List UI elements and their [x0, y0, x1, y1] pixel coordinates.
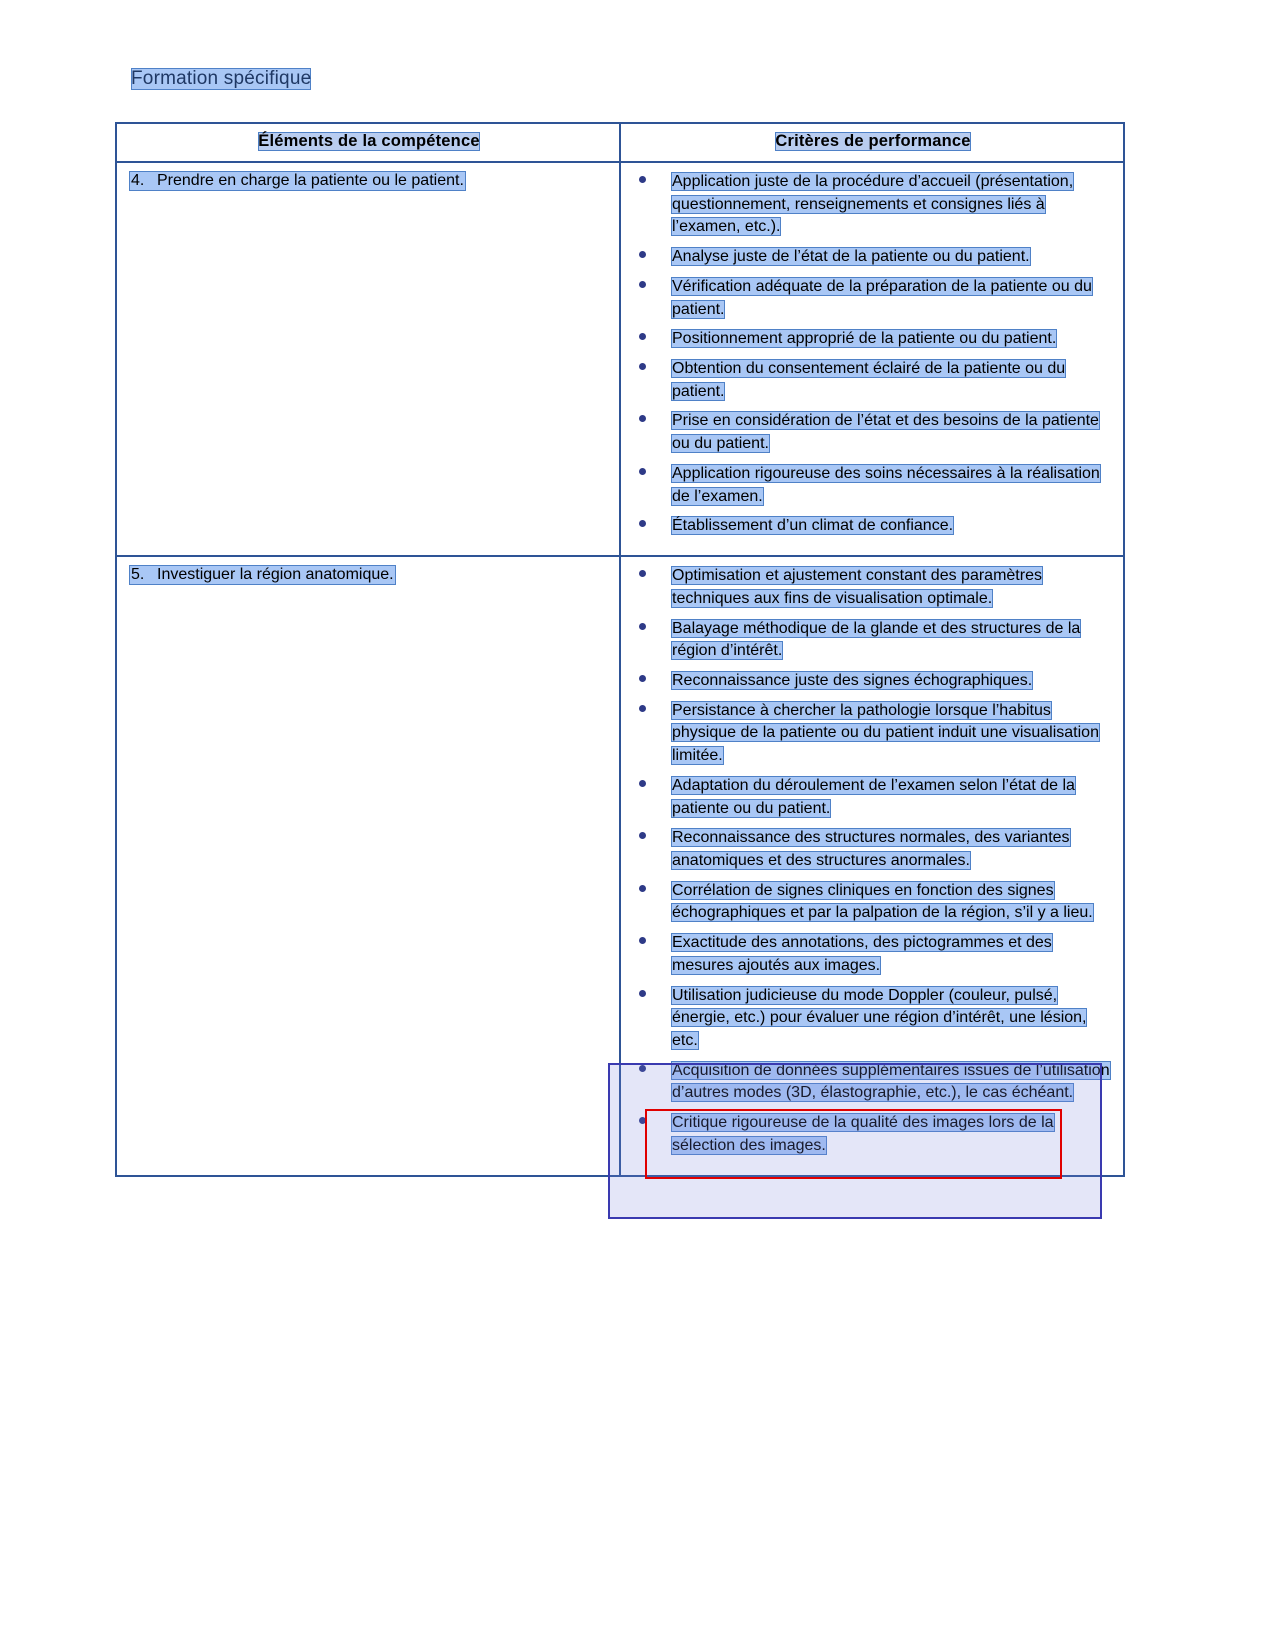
element-text-4: 4. Prendre en charge la patiente ou le patient.	[131, 172, 464, 189]
bullet-icon	[639, 623, 646, 630]
bullet-icon	[639, 990, 646, 997]
bullet-icon	[639, 363, 646, 370]
list-item: Analyse juste de l’état de la patiente ou du patient.	[633, 246, 1113, 269]
column-header-elements	[116, 123, 620, 162]
bullet-icon	[639, 675, 646, 682]
criteria-cell-5	[620, 556, 1124, 1176]
list-item: Reconnaissance des structures normales, des variantes anatomiques et des structures anormales.	[633, 827, 1113, 872]
bullet-icon	[639, 1117, 646, 1124]
element-text-5: 5. Investiguer la région anatomique.	[131, 566, 394, 584]
document-header: Formation spécifique	[131, 68, 312, 89]
table-header-row	[116, 123, 1124, 162]
bullet-icon	[639, 1065, 646, 1072]
list-item: Adaptation du déroulement de l’examen selon l’état de la patiente ou du patient.	[633, 775, 1113, 820]
list-item: Balayage méthodique de la glande et des structures de la région d’intérêt.	[633, 618, 1113, 663]
bullet-icon	[639, 832, 646, 839]
criteria-list-4	[633, 171, 1113, 538]
list-item: Établissement d’un climat de confiance.	[633, 515, 1113, 538]
bullet-icon	[639, 780, 646, 787]
bullet-icon	[639, 885, 646, 892]
bullet-icon	[639, 468, 646, 475]
list-item: Exactitude des annotations, des pictogrammes et des mesures ajoutés aux images.	[633, 932, 1113, 977]
bullet-icon	[639, 520, 646, 527]
table-row	[116, 556, 1124, 1176]
bullet-icon	[639, 333, 646, 340]
column-header-criteria-label: Critères de performance	[775, 132, 971, 150]
list-item: Application juste de la procédure d’accueil (présentation, questionnement, renseignements et consignes liés à l’examen, etc.).	[633, 171, 1113, 239]
element-cell-4	[116, 162, 620, 556]
list-item: Positionnement approprié de la patiente ou du patient.	[633, 328, 1113, 351]
list-item: Reconnaissance juste des signes échographiques.	[633, 670, 1113, 693]
column-header-criteria	[620, 123, 1124, 162]
bullet-icon	[639, 705, 646, 712]
list-item: Prise en considération de l’état et des besoins de la patiente ou du patient.	[633, 410, 1113, 455]
bullet-icon	[639, 176, 646, 183]
criteria-list-5	[633, 565, 1113, 1158]
bullet-icon	[639, 570, 646, 577]
list-item: Application rigoureuse des soins nécessaires à la réalisation de l’examen.	[633, 463, 1113, 508]
element-cell-5	[116, 556, 620, 1176]
list-item: Obtention du consentement éclairé de la patiente ou du patient.	[633, 358, 1113, 403]
list-item: Corrélation de signes cliniques en fonction des signes échographiques et par la palpation de la région, s’il y a lieu.	[633, 880, 1113, 925]
competency-table	[115, 122, 1125, 1177]
bullet-icon	[639, 251, 646, 258]
criteria-cell-4	[620, 162, 1124, 556]
column-header-elements-label: Éléments de la compétence	[258, 132, 480, 150]
list-item: Acquisition de données supplémentaires issues de l’utilisation d’autres modes (3D, élastographie, etc.), le cas échéant.	[633, 1060, 1113, 1105]
list-item-doppler: Utilisation judicieuse du mode Doppler (couleur, pulsé, énergie, etc.) pour évaluer une région d’intérêt, une lésion, etc.	[633, 985, 1113, 1053]
bullet-icon	[639, 937, 646, 944]
list-item: Critique rigoureuse de la qualité des images lors de la sélection des images.	[633, 1112, 1113, 1157]
table-row	[116, 162, 1124, 556]
list-item: Vérification adéquate de la préparation de la patiente ou du patient.	[633, 276, 1113, 321]
list-item: Optimisation et ajustement constant des paramètres techniques aux fins de visualisation optimale.	[633, 565, 1113, 610]
list-item: Persistance à chercher la pathologie lorsque l’habitus physique de la patiente ou du patient induit une visualisation limitée.	[633, 700, 1113, 768]
bullet-icon	[639, 415, 646, 422]
bullet-icon	[639, 281, 646, 288]
